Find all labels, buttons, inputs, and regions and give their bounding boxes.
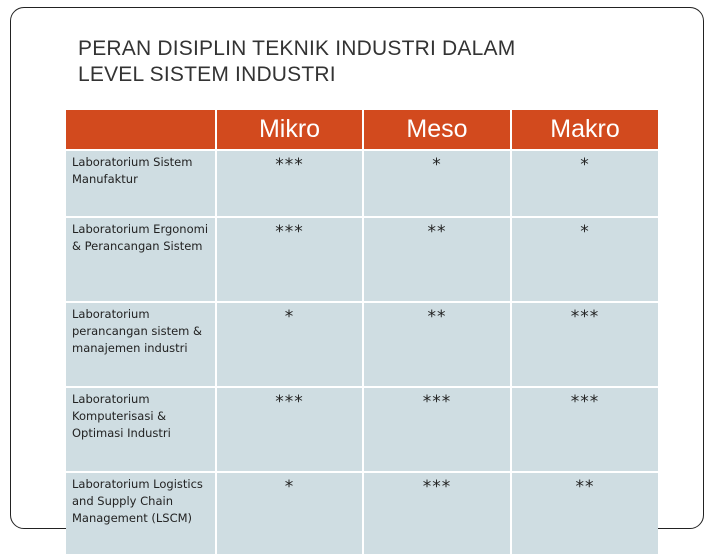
row-label: Laboratorium Ergonomi & Perancangan Sistem — [66, 217, 216, 302]
table-row — [66, 387, 658, 472]
rating-mikro: * — [216, 472, 363, 555]
rating-meso: ** — [363, 217, 511, 302]
rating-mikro: *** — [216, 150, 363, 217]
row-label: Laboratorium Sistem Manufaktur — [66, 150, 216, 217]
row-label: Laboratorium Komputerisasi & Optimasi Industri — [66, 387, 216, 472]
row-label: Laboratorium perancangan sistem & manajemen industri — [66, 302, 216, 387]
header-blank-cell — [66, 110, 216, 150]
rating-meso: ** — [363, 302, 511, 387]
level-matrix-table — [66, 110, 658, 556]
header-makro: Makro — [511, 110, 658, 150]
rating-makro: ** — [511, 472, 658, 555]
slide-title-line-1: PERAN DISIPLIN TEKNIK INDUSTRI DALAM — [78, 37, 516, 60]
table-row — [66, 302, 658, 387]
rating-mikro: *** — [216, 217, 363, 302]
table-row — [66, 472, 658, 555]
table-row — [66, 150, 658, 217]
table-row — [66, 217, 658, 302]
rating-meso: *** — [363, 387, 511, 472]
slide-title — [78, 36, 638, 88]
rating-makro: * — [511, 217, 658, 302]
slide-title-line-2: LEVEL SISTEM INDUSTRI — [78, 63, 336, 86]
table-header-row — [66, 110, 658, 150]
rating-mikro: *** — [216, 387, 363, 472]
row-label: Laboratorium Logistics and Supply Chain Management (LSCM) — [66, 472, 216, 555]
header-meso: Meso — [363, 110, 511, 150]
rating-meso: *** — [363, 472, 511, 555]
rating-makro: *** — [511, 302, 658, 387]
header-mikro: Mikro — [216, 110, 363, 150]
rating-mikro: * — [216, 302, 363, 387]
rating-meso: * — [363, 150, 511, 217]
rating-makro: *** — [511, 387, 658, 472]
rating-makro: * — [511, 150, 658, 217]
